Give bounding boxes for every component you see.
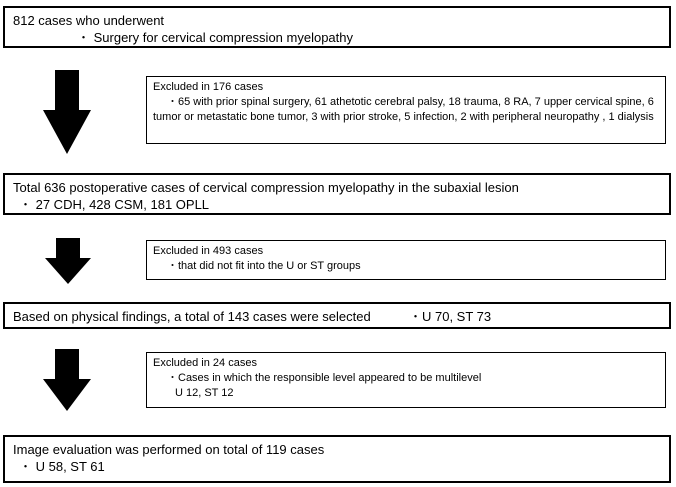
- step-box-image-evaluation: [3, 435, 671, 483]
- step-title: Total 636 postoperative cases of cervical compression myelopathy in the subaxial lesion: [13, 180, 519, 195]
- step-detail: ・ U 58, ST 61: [19, 459, 105, 474]
- exclusion-title: Excluded in 493 cases: [153, 245, 264, 257]
- step-box-postoperative-cases: [3, 173, 671, 215]
- step-box-initial-cases: [3, 6, 671, 48]
- step-detail: ・ Surgery for cervical compression myelopathy: [77, 30, 353, 45]
- exclusion-box-24: [146, 352, 666, 408]
- down-arrow-icon: [45, 238, 91, 284]
- down-arrow-icon: [43, 349, 91, 411]
- step-title: Image evaluation was performed on total of 119 cases: [13, 442, 325, 457]
- exclusion-detail: ・that did not fit into the U or ST groups: [167, 260, 361, 272]
- exclusion-box-493: [146, 240, 666, 280]
- exclusion-detail-counts: U 12, ST 12: [175, 387, 234, 399]
- step-title: Based on physical findings, a total of 143 cases were selected: [13, 309, 371, 324]
- exclusion-title: Excluded in 176 cases: [153, 81, 264, 93]
- exclusion-title: Excluded in 24 cases: [153, 357, 257, 369]
- step-title: 812 cases who underwent: [13, 13, 165, 28]
- step-box-selected-cases: [3, 302, 671, 329]
- exclusion-box-176: [146, 76, 666, 144]
- step-detail: ・ 27 CDH, 428 CSM, 181 OPLL: [19, 197, 210, 212]
- down-arrow-icon: [43, 70, 91, 154]
- exclusion-detail: ・65 with prior spinal surgery, 61 athetotic cerebral palsy, 18 trauma, 8 RA, 7 upper cervical spine, 6 tumor or metastatic bone tumor, 3 with prior stroke, 5 infection, 2 with peripheral neuropathy , 1 dialysis: [153, 96, 654, 123]
- exclusion-detail: ・Cases in which the responsible level appeared to be multilevel: [167, 372, 482, 384]
- step-detail: ・U 70, ST 73: [409, 309, 492, 324]
